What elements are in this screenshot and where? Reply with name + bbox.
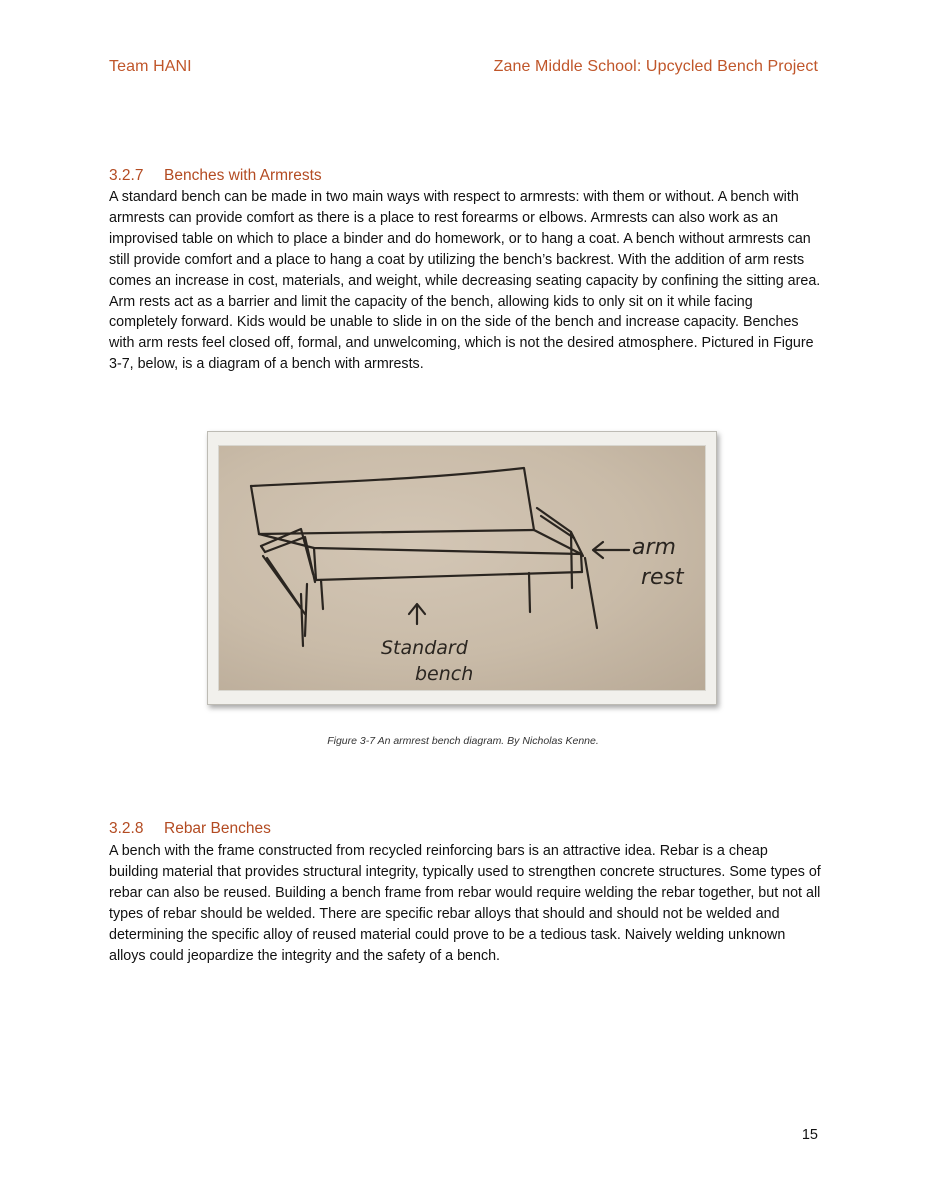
bench-sketch-drawing — [219, 446, 706, 691]
header-team-name: Team HANI — [109, 58, 192, 75]
page-number: 15 — [801, 1127, 818, 1143]
annotation-bench: bench — [415, 663, 474, 685]
annotation-arm: arm — [632, 535, 676, 560]
section-title: Rebar Benches — [164, 820, 271, 837]
section-body-armrests: A standard bench can be made in two main ways with respect to armrests: with them or without. A bench with armrests can provide comfort as there is a place to rest forearms or elbows. Armrests can also work as an improvised table on which to place a binder and do homework, or to hang a coat. A bench without armrests can still provide comfort and a place to hang a coat by utilizing the bench’s backrest. With the addition of arm rests comes an increase in cost, materials, and weight, while decreasing seating capacity by confining the sitting area. Arm rests act as a barrier and limit the capacity of the bench, allowing kids to only sit on it while facing completely forward. Kids would be unable to slide in on the side of the bench and increase capacity. Benches with arm rests feel closed off, formal, and unwelcoming, which is not the desired atmosphere. Pictured in Figure 3-7, below, is a diagram of a bench with armrests. — [109, 189, 821, 373]
section-number: 3.2.7 — [109, 167, 144, 184]
section-number: 3.2.8 — [109, 820, 144, 837]
header-project-title: Zane Middle School: Upcycled Bench Project — [493, 58, 818, 75]
section-body-rebar: A bench with the frame constructed from recycled reinforcing bars is an attractive idea. Rebar is a cheap building material that provides structural integrity, typically used to strengthen concrete structures. Some types of rebar can also be reused. Building a bench frame from rebar would require welding the rebar together, but not all types of rebar should be welded. There are specific rebar alloys that should and should not be welded and determining the specific alloy of reused material could prove to be a tedious task. Naively welding unknown alloys could jeopardize the integrity and the safety of a bench. — [109, 843, 821, 964]
section-title: Benches with Armrests — [164, 167, 322, 184]
section-heading-rebar — [109, 820, 271, 838]
section-heading-armrests — [109, 167, 322, 185]
figure-frame — [207, 431, 717, 705]
annotation-standard: Standard — [381, 637, 468, 659]
figure-caption: Figure 3-7 An armrest bench diagram. By Nicholas Kenne. — [327, 735, 599, 747]
annotation-rest: rest — [641, 565, 684, 590]
bench-sketch-image — [218, 445, 706, 691]
